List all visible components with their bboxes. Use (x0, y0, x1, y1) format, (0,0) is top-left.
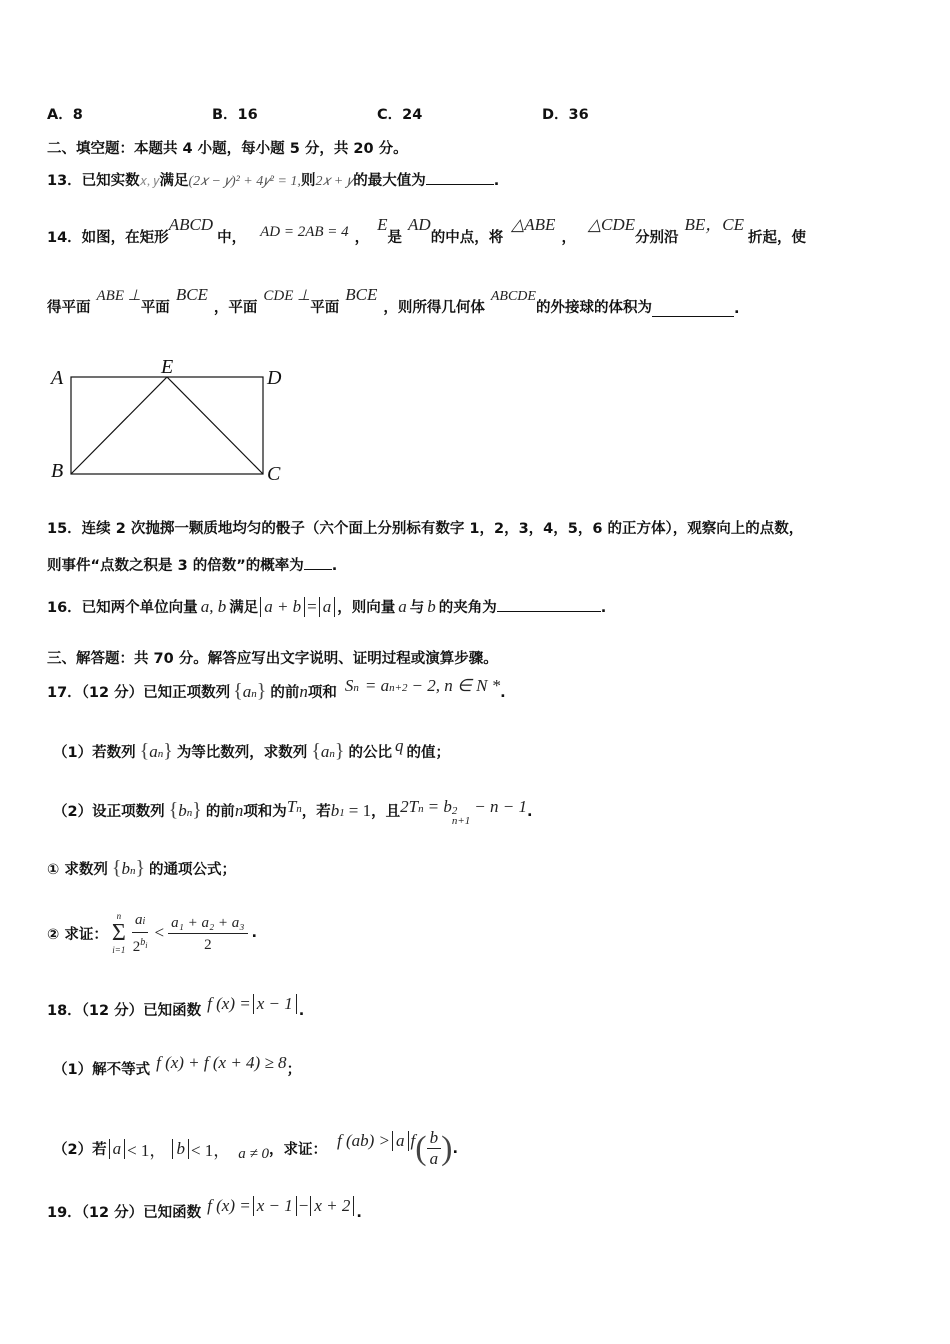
q17-part-1: （1）若数列 { a n } 为等比数列，求数列 { a n } 的公比 q 的值； (53, 736, 451, 762)
question-16 (47, 596, 606, 617)
q14-t3: 是 (387, 230, 403, 246)
q17-sum-top: n (116, 911, 122, 921)
q16-vec-a: a (398, 597, 407, 616)
q17-t1: 的前 (270, 685, 300, 701)
label-c: C (267, 463, 281, 485)
q14-l2b: 平面 (140, 300, 170, 316)
q17-sum-sym: Σ (111, 920, 126, 946)
q19-f: f (x) = (207, 1196, 251, 1215)
q17-p2-rel2b-sup: 2 (451, 805, 458, 817)
q14-edges: BE，CE (684, 215, 745, 234)
q17-p1-q: q (395, 736, 404, 755)
q14-answer-blank (652, 302, 734, 317)
q18-p1-lead: （1）解不等式 (53, 1062, 151, 1078)
q17-rhs-den: 2 (204, 936, 212, 953)
q18-ineq-abs: a (392, 1131, 409, 1151)
q18-end: . (298, 1003, 305, 1019)
q14-t2: ， (354, 230, 370, 246)
question-14-line-1 (47, 215, 807, 247)
q17-p2-b1-sub: 1 (339, 807, 345, 819)
q18-abs-b: b (172, 1139, 189, 1159)
q17-frac-den-sup: b (140, 937, 146, 948)
q17-s-sub: n (353, 682, 359, 694)
q17-frac-den-sup-sub: i (145, 941, 148, 950)
q17-p2-end: . (526, 804, 533, 820)
q17-c2-end: . (251, 925, 258, 941)
q17-c1-tail: 的通项公式； (149, 862, 237, 878)
q18-a-nonzero: a ≠ 0 (238, 1146, 270, 1162)
q19-minus: − (298, 1196, 309, 1215)
q14-plane-cde: CDE ⊥ (263, 288, 311, 304)
q17-summation (112, 910, 126, 956)
q14-lead: 14．如图，在矩形 (47, 230, 169, 246)
q17-p1-t1: 为等比数列，求数列 (176, 745, 308, 761)
q17-p2-lead: （2）设正项数列 (53, 804, 165, 820)
q14-t1: 中， (217, 230, 247, 246)
q16-abs-a: a (319, 597, 336, 617)
q13-vars: 𝑥, 𝑦 (139, 173, 160, 188)
label-e: E (161, 356, 174, 378)
q14-rect: ABCD (168, 215, 214, 234)
label-d: D (267, 367, 282, 389)
q18-lt1: < 1， (127, 1141, 167, 1160)
q18-ineq: f (ab) > (337, 1130, 391, 1150)
q16-end: . (600, 600, 607, 616)
q17-p2-t-sub: n (296, 803, 302, 815)
rectangle-abcd (71, 377, 263, 474)
question-13 (47, 169, 499, 190)
q17-sum-bot: i=1 (112, 945, 126, 955)
q14-l2e: ，则所得几何体 (383, 300, 485, 316)
section-2-title: 二、填空题：本题共 4 小题，每小题 5 分，共 20 分。 (47, 141, 408, 157)
q17-p2-t4: ，且 (371, 804, 401, 820)
q19-lead: 19．（12 分）已知函数 (47, 1205, 202, 1221)
q14-t4: 的中点，将 (430, 230, 504, 246)
q17-rel: = a (364, 676, 390, 695)
q18-f: f (x) = (207, 994, 251, 1013)
q17-rel-tail: − 2, n ∈ N * (411, 676, 501, 695)
q17-part-2: （2）设正项数列 { b n } 的前 n 项和为 T n ，若 b 1 = 1 ，且 2T n = b 2 n+1 − n − 1 . (53, 797, 533, 827)
q16-vec-b: b (427, 597, 436, 616)
q16-t1: 满足 (229, 600, 259, 616)
q18-p1-expr: f (x) + f (x + 4) ≥ 8 (156, 1053, 287, 1072)
q17-end: . (500, 685, 506, 701)
q13-lead: 13．已知实数 (47, 173, 140, 189)
q14-t7: 折起，使 (748, 230, 807, 246)
q17-p1-lead: （1）若数列 (53, 745, 136, 761)
q18-ineq-f: f (410, 1130, 416, 1150)
question-18 (47, 994, 305, 1020)
option-b: B．16 (212, 107, 258, 123)
q14-l2d: 平面 (310, 300, 340, 316)
q13-mid: 满足 (159, 173, 189, 189)
option-a: A．8 (47, 107, 83, 123)
q14-rectangle-figure (45, 355, 305, 490)
q14-plane-bce-1: BCE (175, 285, 208, 304)
q17-rel-sub: n+2 (389, 682, 408, 694)
question-17: 17．（12 分）已知正项数列 { a n } 的前 n 项和 S n = a n+2 − 2, n ∈ N * . (47, 676, 506, 702)
q18-lead: 18．（12 分）已知函数 (47, 1003, 202, 1019)
q16-vars: a, b (200, 597, 227, 616)
q16-abs-sum: a + b (260, 597, 305, 617)
q17-p2-b1: b (330, 801, 340, 820)
option-d: D．36 (542, 107, 589, 123)
q19-end: . (356, 1205, 362, 1221)
q18-lt2: < 1， (190, 1141, 231, 1160)
q17-p1-seq-2-sub: n (329, 748, 335, 760)
q17-frac-num: a (135, 912, 143, 928)
q14-t5: ， (561, 230, 576, 246)
q14-t6: 分别沿 (635, 230, 679, 246)
segment-be (71, 377, 167, 474)
q17-sub-1: ① 求数列 { b n } 的通项公式； (47, 857, 237, 879)
q15-end: . (331, 558, 338, 574)
q17-sub-2 (47, 909, 257, 957)
q17-frac-den: 2 (132, 939, 141, 955)
section-3-title: 三、解答题：共 70 分。解答应写出文字说明、证明过程或演算步骤。 (47, 651, 498, 667)
q17-p1-t2: 的公比 (348, 745, 393, 761)
q16-eq: = (307, 597, 317, 616)
q13-answer-blank (426, 170, 494, 185)
q17-p2-rel2a: 2T (400, 797, 419, 816)
q17-lt: < (154, 923, 165, 942)
q18-p2-lead: （2）若 (53, 1142, 107, 1158)
segment-ce (167, 377, 263, 474)
q17-lhs-fraction (130, 909, 151, 957)
q14-end: . (733, 301, 740, 317)
q17-c1-seq: b (121, 859, 130, 878)
q17-p2-t3: ，若 (301, 804, 331, 820)
q14-plane-abe: ABE ⊥ (96, 288, 141, 304)
q14-segment-ad: AD (408, 215, 431, 234)
q18-part-1 (53, 1053, 302, 1079)
q16-answer-blank (497, 597, 601, 612)
q17-t2: 项和 (307, 685, 337, 701)
q13-then: 则 (300, 173, 316, 189)
q18-abs-a: a (109, 1139, 126, 1159)
q17-p2-seq: b (178, 801, 187, 820)
option-c: C．24 (377, 107, 423, 123)
q17-p2-b1-val: = 1 (348, 801, 372, 820)
q17-frac-num-sub: i (142, 916, 146, 927)
q18-p2-t: ，求证： (269, 1142, 328, 1158)
q16-lead: 16．已知两个单位向量 (47, 600, 198, 616)
q18-fraction (427, 1128, 442, 1169)
q17-n: n (299, 682, 308, 701)
q15-line-2 (47, 554, 337, 575)
q17-p1-seq: a (149, 742, 158, 761)
q17-p1-seq-2: a (320, 742, 330, 761)
q17-p2-t1: 的前 (205, 804, 235, 820)
question-19 (47, 1196, 362, 1222)
q14-triangle-abe: △ABE (511, 215, 556, 234)
q13-expression: 2𝑥 + 𝑦 (315, 174, 354, 189)
q17-seq-a-sub: n (251, 688, 257, 700)
q17-p2-rel2a-sub: n (418, 803, 424, 815)
q13-tail: 的最大值为 (353, 173, 426, 189)
q17-p2-t: T (286, 797, 297, 816)
q17-p1-t3: 的值； (406, 745, 451, 761)
q14-triangle-cde: △CDE (587, 215, 636, 234)
q15-answer-blank (304, 555, 332, 570)
q14-l2c: ，平面 (213, 300, 258, 316)
q14-l2a: 得平面 (47, 300, 91, 316)
q19-abs-1: x − 1 (253, 1196, 297, 1216)
q13-end: . (493, 173, 500, 189)
q14-l2f: 的外接球的体积为 (535, 300, 652, 316)
question-14-line-2 (47, 285, 740, 317)
q16-t2: ，则向量 (337, 600, 396, 616)
q18-frac-den: a (429, 1149, 439, 1168)
q17-c2-lead: ② 求证： (47, 926, 108, 943)
q17-lead: 17．（12 分）已知正项数列 (47, 685, 231, 701)
label-a: A (51, 367, 64, 389)
q17-p2-t2: 项和为 (243, 804, 287, 820)
q17-c1-lead: ① 求数列 (47, 862, 108, 878)
q16-t4: 的夹角为 (438, 600, 497, 616)
q17-p2-n: n (234, 801, 244, 820)
q17-p1-seq-sub: n (157, 748, 164, 760)
q17-p2-rel2c: − n − 1 (474, 797, 527, 816)
q18-frac-num: b (429, 1128, 439, 1147)
q14-plane-bce-2: BCE (345, 285, 378, 304)
q19-abs-2: x + 2 (310, 1196, 354, 1216)
q17-c1-seq-sub: n (129, 865, 136, 877)
q18-part-2: （2）若 a < 1， b < 1， a ≠ 0 ，求证： f (ab) > a f ( $\frac{b}{a}$ ) . (53, 1128, 458, 1168)
q17-rhs-num: a₁ + a₂ + a₃ (171, 914, 245, 931)
q17-s: S (344, 676, 354, 695)
q17-p2-rel2b: = b (427, 797, 452, 816)
q18-p1-end: ； (286, 1062, 302, 1078)
q15-line-2-text: 则事件“点数之积是 3 的倍数”的概率为 (47, 558, 304, 574)
q16-t3: 与 (409, 600, 425, 616)
q14-solid: ABCDE (490, 289, 536, 304)
q14-condition: AD = 2AB = 4 (260, 224, 349, 240)
q18-p2-end: . (452, 1140, 458, 1157)
label-b: B (51, 460, 64, 482)
q17-rhs-fraction (168, 912, 247, 955)
q14-point-e: E (377, 215, 388, 234)
q17-seq-a: a (242, 682, 252, 701)
q15-line-1: 15．连续 2 次抛掷一颗质地均匀的骰子（六个面上分别标有数字 1，2，3，4，5，6 的正方体），观察向上的点数， (47, 521, 804, 537)
q17-p2-seq-sub: n (186, 807, 193, 819)
q17-p2-rel2b-sub: n+1 (451, 815, 471, 827)
q13-condition: (2𝑥 − 𝑦)² + 4𝑦² = 1, (188, 174, 301, 189)
q18-fabs: x − 1 (253, 994, 297, 1014)
